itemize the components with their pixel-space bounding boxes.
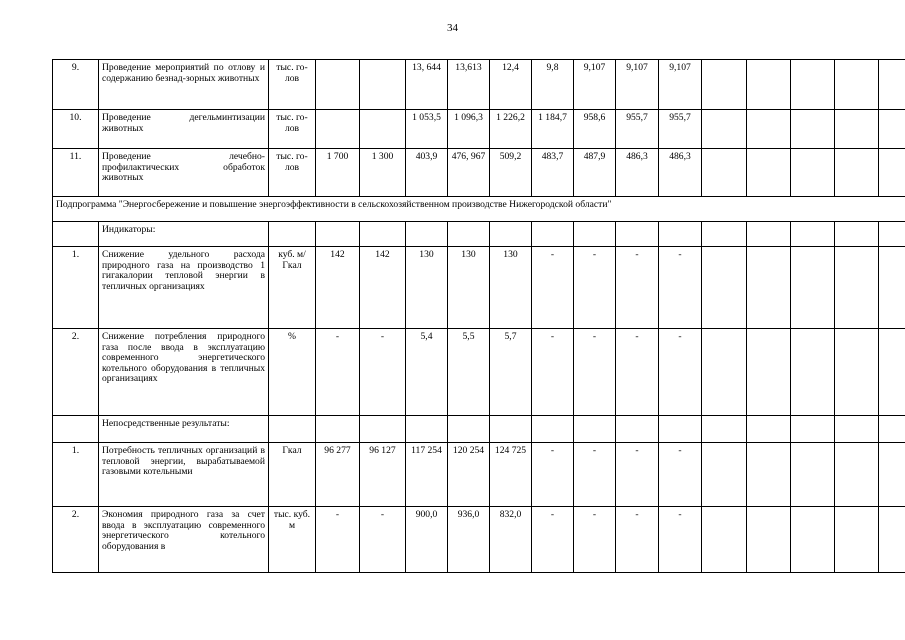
value-cell: 142 [360,247,406,329]
value-cell [532,416,574,443]
value-cell: 12,4 [490,60,532,110]
row-unit: тыс. го-лов [269,149,316,197]
value-cell: 117 254 [406,443,448,507]
value-cell [791,222,835,247]
value-cell [406,222,448,247]
value-cell: 9,8 [532,60,574,110]
row-number: 2. [53,507,99,573]
value-cell: 9,107 [574,60,616,110]
value-cell [791,507,835,573]
value-cell [490,222,532,247]
value-cell: 403,9 [406,149,448,197]
table-body [53,60,905,573]
value-cell [316,110,360,149]
value-cell: 96 127 [360,443,406,507]
value-cell: - [616,507,659,573]
row-description: Проведение лечебно-профилактических обработок животных [99,149,269,197]
value-cell: 5,7 [490,329,532,416]
value-cell: 120 254 [448,443,490,507]
row-number: 1. [53,443,99,507]
value-cell [879,416,905,443]
row-unit: тыс. го-лов [269,60,316,110]
value-cell [316,222,360,247]
value-cell: 142 [316,247,360,329]
value-cell [835,222,879,247]
value-cell [702,416,747,443]
value-cell [879,60,905,110]
value-cell: - [532,329,574,416]
value-cell [747,443,791,507]
value-cell: - [659,507,702,573]
value-cell: 9,107 [616,60,659,110]
row-description: Экономия природного газа за счет ввода в эксплуатацию современного энергетического котельного оборудования в [99,507,269,573]
row-number: 2. [53,329,99,416]
value-cell [702,222,747,247]
value-cell [702,149,747,197]
value-cell [360,222,406,247]
value-cell: 900,0 [406,507,448,573]
row-description: Непосредственные результаты: [99,416,269,443]
value-cell: 486,3 [616,149,659,197]
value-cell: - [316,329,360,416]
value-cell: - [659,247,702,329]
value-cell: - [360,507,406,573]
data-table [52,59,905,573]
value-cell: 5,5 [448,329,490,416]
value-cell: 1 226,2 [490,110,532,149]
table-row [53,443,905,507]
value-cell [835,416,879,443]
table-row [53,60,905,110]
value-cell: - [574,507,616,573]
value-cell [879,149,905,197]
row-unit: тыс. куб. м [269,507,316,573]
row-description: Индикаторы: [99,222,269,247]
row-unit: % [269,329,316,416]
value-cell [490,416,532,443]
value-cell [574,416,616,443]
value-cell: 96 277 [316,443,360,507]
subprogram-title: Подпрограмма "Энергосбережение и повышение энергоэффективности в сельскохозяйственном производстве Нижегородской области" [53,197,905,222]
value-cell [747,329,791,416]
value-cell: 1 096,3 [448,110,490,149]
value-cell [879,329,905,416]
value-cell [791,110,835,149]
value-cell [879,110,905,149]
value-cell: - [616,247,659,329]
row-description: Потребность тепличных организаций в тепловой энергии, вырабатываемой газовыми котельными [99,443,269,507]
value-cell [360,60,406,110]
value-cell [316,60,360,110]
value-cell [835,60,879,110]
value-cell [360,110,406,149]
row-number: 10. [53,110,99,149]
value-cell [791,149,835,197]
value-cell [835,443,879,507]
value-cell [747,416,791,443]
row-number [53,416,99,443]
row-unit [269,222,316,247]
value-cell: 832,0 [490,507,532,573]
row-number: 1. [53,247,99,329]
value-cell: - [532,507,574,573]
table-row [53,329,905,416]
value-cell: - [616,443,659,507]
value-cell [659,416,702,443]
value-cell [747,222,791,247]
value-cell: - [659,443,702,507]
value-cell [747,507,791,573]
value-cell: 1 300 [360,149,406,197]
value-cell [747,149,791,197]
value-cell [791,60,835,110]
row-unit: куб. м/Гкал [269,247,316,329]
value-cell [360,416,406,443]
row-number [53,222,99,247]
value-cell [835,329,879,416]
value-cell: 1 700 [316,149,360,197]
value-cell: - [532,443,574,507]
table-row [53,416,905,443]
table-row [53,110,905,149]
row-unit: тыс. го-лов [269,110,316,149]
row-unit [269,416,316,443]
row-description: Проведение дегельминтизации животных [99,110,269,149]
value-cell [702,110,747,149]
value-cell [659,222,702,247]
value-cell: - [316,507,360,573]
table-row [53,507,905,573]
value-cell [532,222,574,247]
value-cell [791,443,835,507]
value-cell: 487,9 [574,149,616,197]
value-cell [702,60,747,110]
value-cell: 5,4 [406,329,448,416]
value-cell [835,110,879,149]
value-cell: - [616,329,659,416]
value-cell: 124 725 [490,443,532,507]
value-cell [616,222,659,247]
row-number: 11. [53,149,99,197]
row-number: 9. [53,60,99,110]
table-row [53,149,905,197]
value-cell: 486,3 [659,149,702,197]
row-description: Снижение потребления природного газа после ввода в эксплуатацию современного энергетического котельного оборудования в тепличных организациях [99,329,269,416]
value-cell [702,443,747,507]
table-row [53,222,905,247]
value-cell: 13,613 [448,60,490,110]
value-cell [702,247,747,329]
value-cell: 130 [448,247,490,329]
value-cell [747,110,791,149]
value-cell [879,443,905,507]
value-cell: 955,7 [616,110,659,149]
value-cell: - [532,247,574,329]
value-cell [835,507,879,573]
value-cell [616,416,659,443]
value-cell [791,329,835,416]
value-cell: 9,107 [659,60,702,110]
value-cell: 483,7 [532,149,574,197]
value-cell: 958,6 [574,110,616,149]
value-cell: 130 [490,247,532,329]
value-cell [791,416,835,443]
value-cell [448,416,490,443]
value-cell [879,247,905,329]
page-number: 34 [447,22,458,34]
value-cell [747,247,791,329]
value-cell: 955,7 [659,110,702,149]
value-cell: - [574,443,616,507]
value-cell [835,149,879,197]
row-description: Снижение удельного расхода природного газа на производство 1 гигакалории тепловой энергии в тепличных организациях [99,247,269,329]
value-cell: 13, 644 [406,60,448,110]
value-cell [791,247,835,329]
value-cell [835,247,879,329]
row-unit: Гкал [269,443,316,507]
value-cell [879,507,905,573]
value-cell [574,222,616,247]
value-cell: 936,0 [448,507,490,573]
value-cell: - [574,329,616,416]
value-cell: 1 184,7 [532,110,574,149]
value-cell [702,329,747,416]
value-cell [702,507,747,573]
subprogram-row [53,197,905,222]
value-cell [879,222,905,247]
table-row [53,247,905,329]
value-cell: - [360,329,406,416]
value-cell: - [574,247,616,329]
value-cell [448,222,490,247]
value-cell: 130 [406,247,448,329]
value-cell: 509,2 [490,149,532,197]
row-description: Проведение мероприятий по отлову и содержанию безнад-зорных животных [99,60,269,110]
value-cell [316,416,360,443]
value-cell [747,60,791,110]
value-cell: 476, 967 [448,149,490,197]
value-cell [406,416,448,443]
value-cell: 1 053,5 [406,110,448,149]
value-cell: - [659,329,702,416]
